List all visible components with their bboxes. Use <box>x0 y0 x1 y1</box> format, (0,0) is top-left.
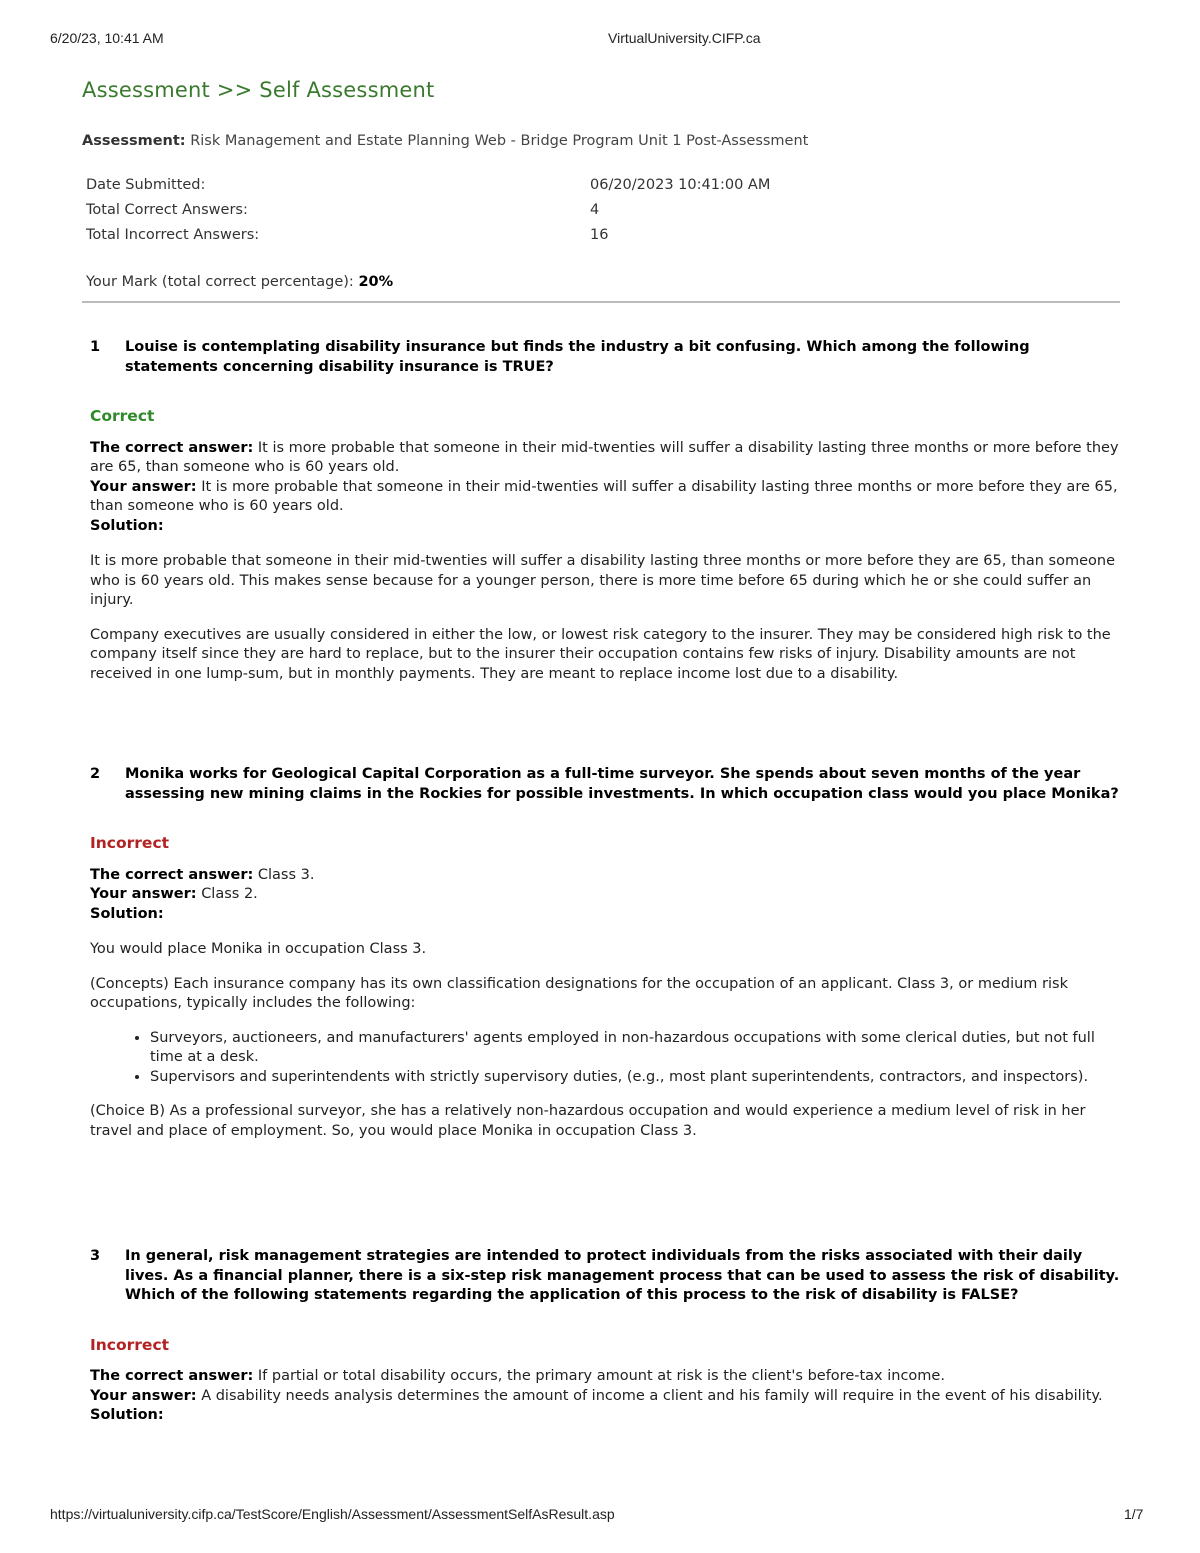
summary-value: 06/20/2023 10:41:00 AM <box>590 177 771 193</box>
your-answer-label: Your answer: <box>90 886 197 902</box>
question-3 <box>90 1247 1120 1426</box>
answers-block <box>90 866 1120 925</box>
status-incorrect: Incorrect <box>90 834 170 852</box>
main-content <box>82 78 1122 303</box>
print-datetime: 6/20/23, 10:41 AM <box>50 30 164 46</box>
solution-paragraph: (Concepts) Each insurance company has its own classification designations for the occupation of an applicant. Class 3, or medium risk occupations, typically includes the following: <box>90 975 1068 1011</box>
correct-answer-text: Class 3. <box>257 866 315 883</box>
assessment-label: Assessment: <box>82 133 186 149</box>
summary-row-incorrect <box>86 227 1122 252</box>
mark-value: 20% <box>358 274 394 290</box>
page-title: Assessment >> Self Assessment <box>82 78 435 102</box>
solution-label: Solution: <box>90 1407 164 1423</box>
solution-label: Solution: <box>90 517 164 534</box>
assessment-name-line <box>82 133 1122 149</box>
summary-label: Date Submitted: <box>86 177 206 193</box>
assessment-name: Risk Management and Estate Planning Web - Bridge Program Unit 1 Post-Assessment <box>190 133 809 149</box>
correct-answer-text: If partial or total disability occurs, the primary amount at risk is the client's before-tax income. <box>257 1368 945 1384</box>
solution-paragraph: (Choice B) As a professional surveyor, she has a relatively non-hazardous occupation and would experience a medium level of risk in her travel and place of employment. So, you would place Monika in occupation Class 3. <box>90 1103 1086 1139</box>
results-summary <box>86 177 1122 252</box>
summary-row-correct <box>86 202 1122 227</box>
your-answer-text: Class 2. <box>201 886 258 902</box>
status-incorrect: Incorrect <box>90 1335 170 1354</box>
your-answer-text: It is more probable that someone in their mid-twenties will suffer a disability lasting three months or more before they are 65, than someone who is 60 years old. <box>90 478 1118 514</box>
print-site-name: VirtualUniversity.CIFP.ca <box>608 30 761 46</box>
correct-answer-label: The correct answer: <box>90 1368 254 1384</box>
question-text: In general, risk management strategies are intended to protect individuals from the risks associated with their daily lives. As a financial planner, there is a six-step risk management process that can be used to assess the risk of disability. Which of the following statements regarding the application of this process to the risk of disability is FALSE? <box>125 1248 1120 1303</box>
answers-block <box>90 439 1120 537</box>
your-answer-label: Your answer: <box>90 1387 197 1404</box>
solution-paragraph: You would place Monika in occupation Class 3. <box>90 941 427 957</box>
question-header <box>90 765 1120 804</box>
question-header <box>90 1247 1120 1306</box>
solution-label: Solution: <box>90 905 164 922</box>
question-text: Monika works for Geological Capital Corporation as a full-time surveyor. She spends about seven months of the year assessing new mining claims in the Rockies for possible investments. In which occupation class would you place Monika? <box>125 766 1119 802</box>
mark-label: Your Mark (total correct percentage): <box>86 274 354 290</box>
list-item: • Surveyors, auctioneers, and manufacturers' agents employed in non-hazardous occupations with some clerical duties, but not full time at a desk. <box>150 1029 1120 1068</box>
print-url: https://virtualuniversity.cifp.ca/TestScore/English/Assessment/AssessmentSelfAsResult.asp <box>50 1506 615 1522</box>
correct-answer-label: The correct answer: <box>90 439 254 456</box>
summary-label: Total Correct Answers: <box>86 202 248 218</box>
divider <box>82 301 1120 303</box>
correct-answer-text: It is more probable that someone in their mid-twenties will suffer a disability lasting three months or more before they are 65, than someone who is 60 years old. <box>90 439 1119 475</box>
summary-row-date <box>86 177 1122 202</box>
answers-block <box>90 1367 1120 1426</box>
list-item: • Supervisors and superintendents with strictly supervisory duties, (e.g., most plant superintendents, contractors, and inspectors). <box>150 1068 1120 1088</box>
question-1 <box>90 338 1120 684</box>
summary-label: Total Incorrect Answers: <box>86 227 260 243</box>
solution-paragraph: It is more probable that someone in their mid-twenties will suffer a disability lasting three months or more before they are 65, than someone who is 60 years old. This makes sense because for a younger person, there is more time before 65 during which he or she could suffer an injury. <box>90 553 1115 608</box>
bullet-list <box>90 1029 1120 1088</box>
question-header <box>90 338 1120 377</box>
your-answer-label: Your answer: <box>90 478 197 495</box>
correct-answer-label: The correct answer: <box>90 866 254 883</box>
summary-value: 16 <box>590 227 609 243</box>
summary-value: 4 <box>590 202 600 218</box>
question-2 <box>90 765 1120 1141</box>
solution-paragraph: Company executives are usually considered in either the low, or lowest risk category to the insurer. They may be considered high risk to the company itself since they are hard to replace, but to the insurer their occupation contains few risks of injury. Disability amounts are not received in one lump-sum, but in monthly payments. They are meant to replace income lost due to a disability. <box>90 626 1111 682</box>
your-answer-text: A disability needs analysis determines the amount of income a client and his family will require in the event of his disability. <box>201 1387 1103 1404</box>
question-number: 1 <box>90 339 101 355</box>
page-number: 1/7 <box>1124 1506 1144 1522</box>
question-number: 2 <box>90 766 101 782</box>
question-text: Louise is contemplating disability insurance but finds the industry a bit confusing. Which among the following statements concerning disability insurance is TRUE? <box>125 339 1030 375</box>
question-number: 3 <box>90 1248 101 1264</box>
status-correct: Correct <box>90 407 155 425</box>
mark-line <box>86 274 1122 290</box>
